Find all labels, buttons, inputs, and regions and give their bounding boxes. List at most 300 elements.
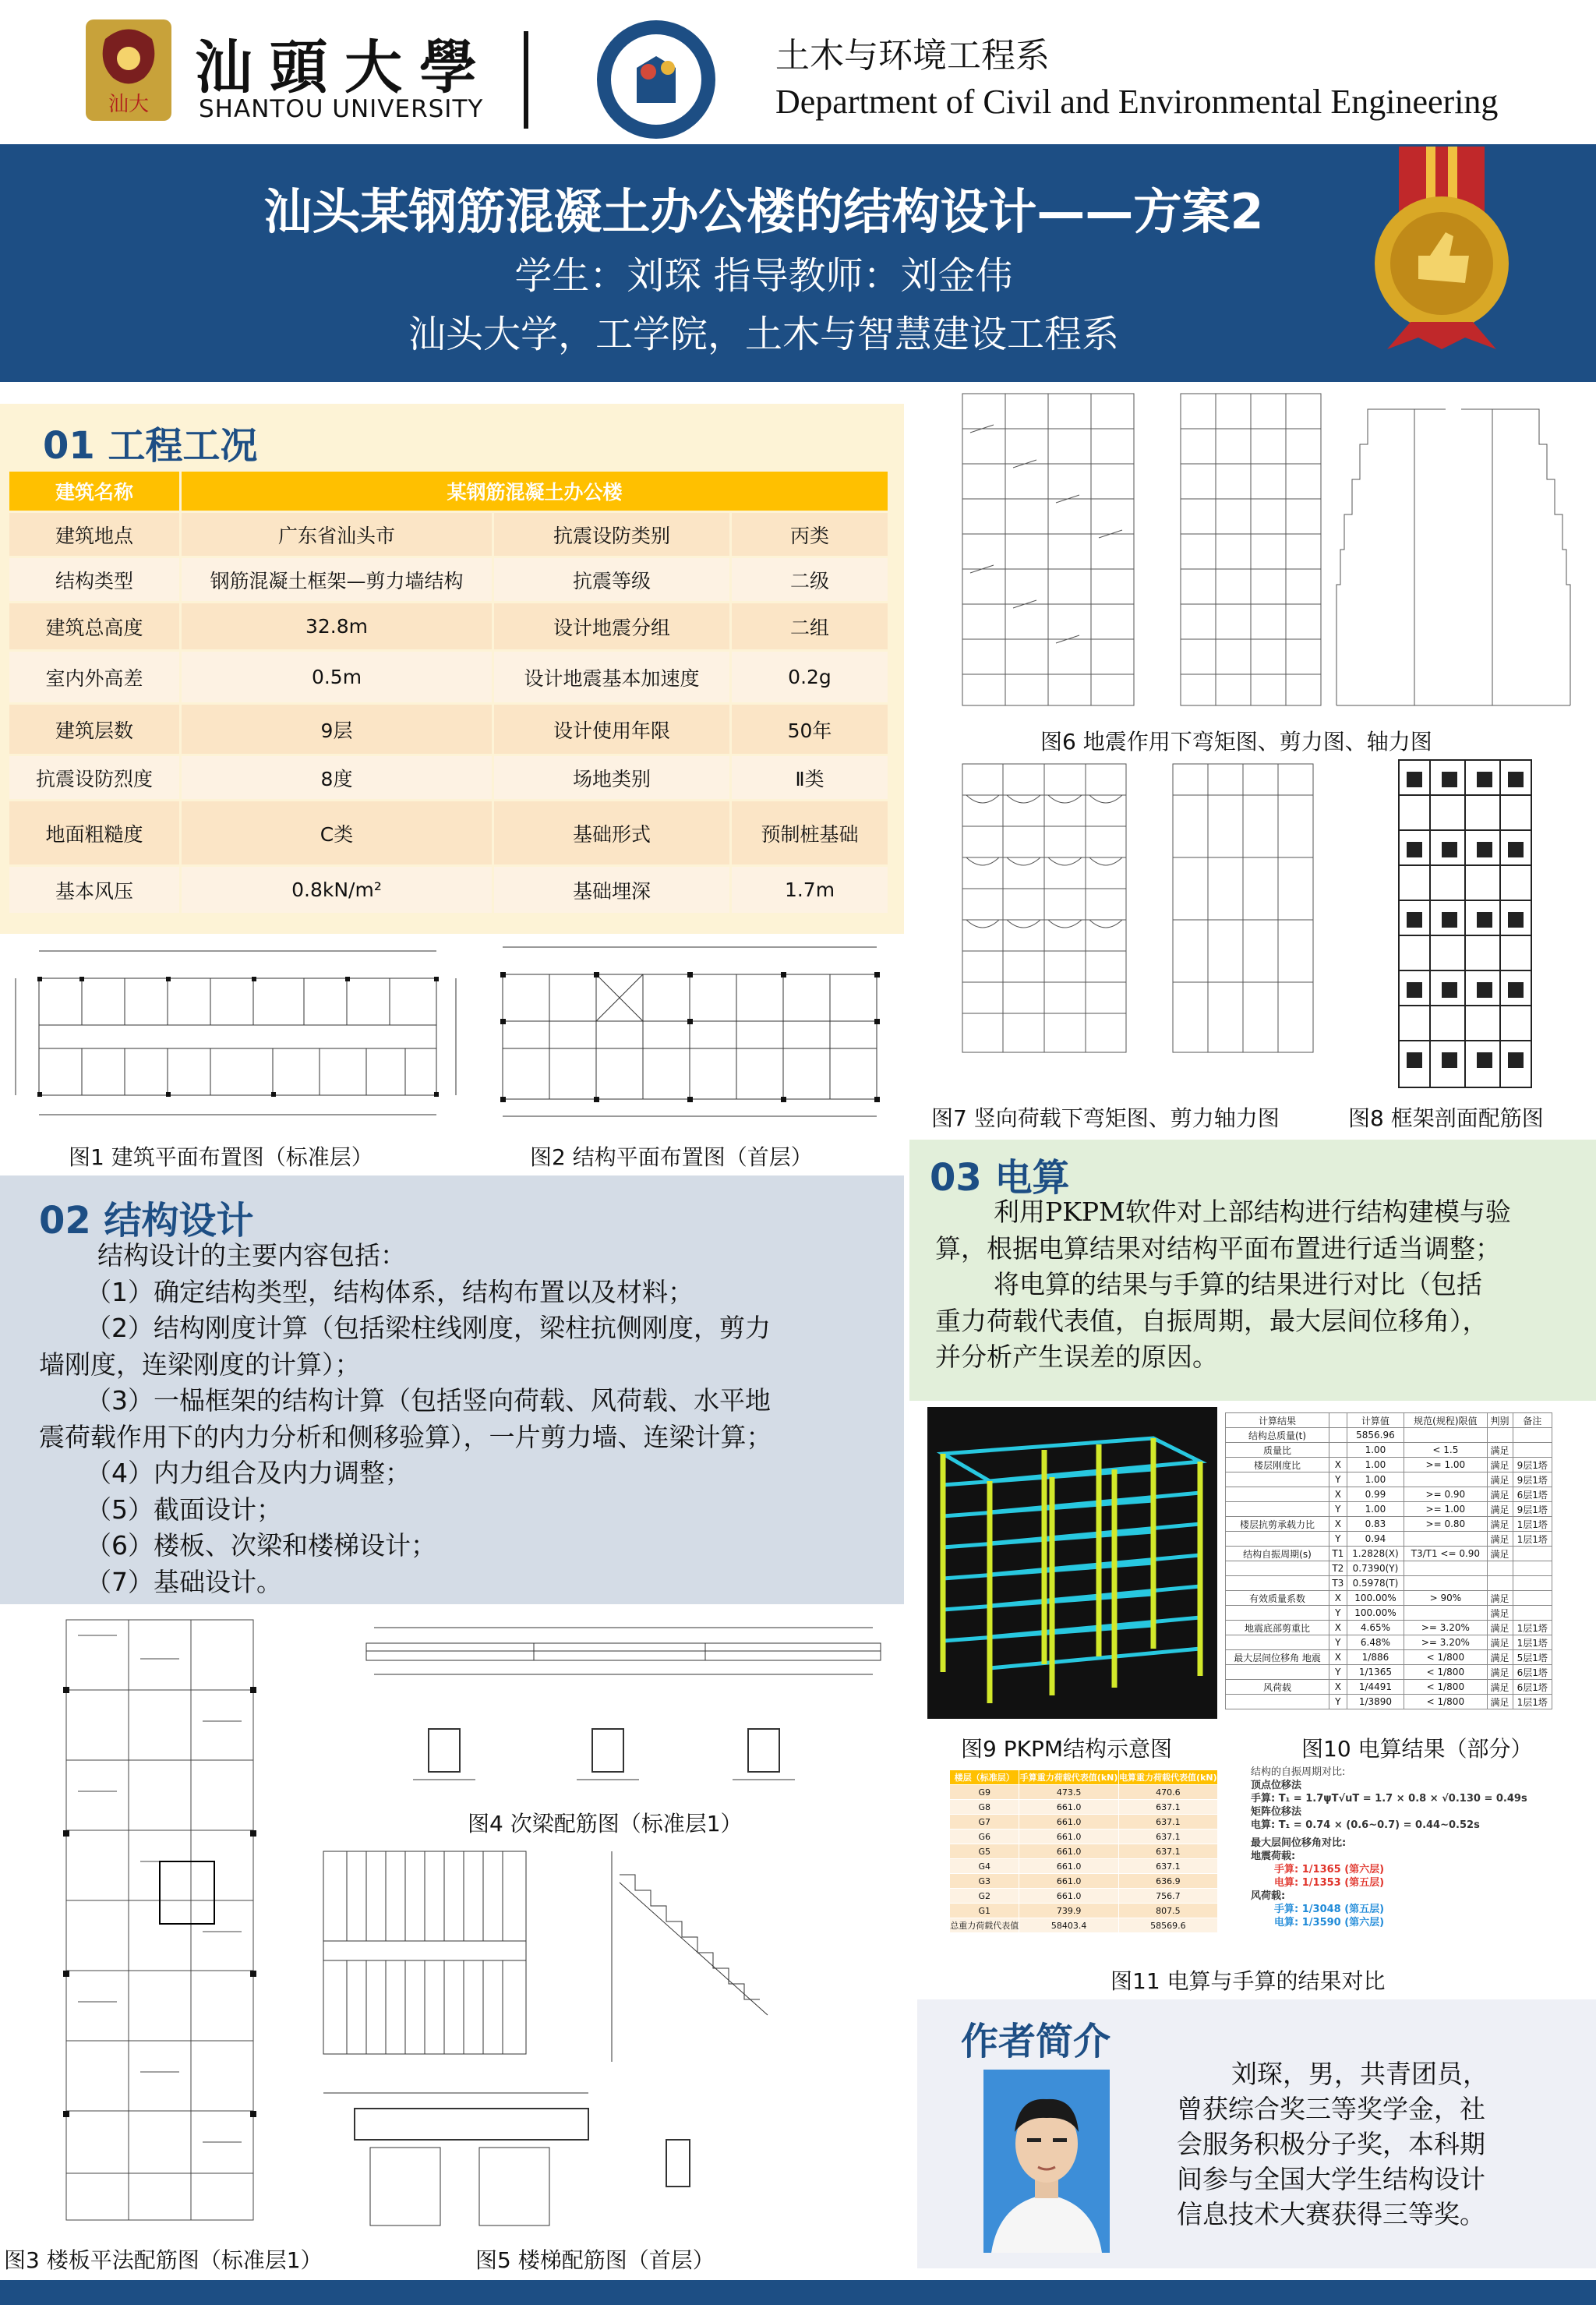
table-cell (1226, 1695, 1329, 1709)
table-cell: 473.5 (1019, 1785, 1118, 1800)
table-cell: 结构自振周期(s) (1226, 1547, 1329, 1561)
table-cell: 637.1 (1118, 1844, 1217, 1859)
award-medal-icon (1372, 147, 1512, 349)
table-cell: 0.2g (731, 651, 889, 704)
text-line: 电算: 1/3590 (第六层) (1274, 1917, 1385, 1928)
table-cell (1329, 1443, 1347, 1458)
gravity-load-comparison-table (949, 1769, 1218, 1933)
table-cell: < 1/800 (1404, 1680, 1487, 1695)
table-cell: 满足 (1487, 1532, 1513, 1547)
author-bio (1177, 2056, 1566, 2232)
table-cell: T3 (1329, 1576, 1347, 1591)
table-cell (1226, 1606, 1329, 1621)
table-cell: T1 (1329, 1547, 1347, 1561)
figure-caption: 图7 竖向荷载下弯矩图、剪力轴力图 (931, 1105, 1280, 1131)
table-cell: 基础埋深 (493, 866, 731, 914)
table-header-cell: 电算重力荷载代表值(kN) (1118, 1770, 1217, 1785)
table-cell: 100.00% (1347, 1591, 1404, 1606)
table-cell: 满足 (1487, 1680, 1513, 1695)
table-cell: Y (1329, 1635, 1347, 1650)
table-cell: 0.5m (181, 651, 493, 704)
table-header-row (950, 1770, 1218, 1785)
table-cell: 807.5 (1118, 1904, 1217, 1918)
table-cell: 0.8kN/m² (181, 866, 493, 914)
table-cell: 0.5978(T) (1347, 1576, 1404, 1591)
table-cell: Ⅱ类 (731, 755, 889, 801)
table-cell (1226, 1487, 1329, 1502)
text-line: （7）基础设计。 (86, 1566, 282, 1597)
text-line: 震荷载作用下的内力分析和侧移验算），一片剪力墙、连梁计算； (39, 1421, 772, 1452)
table-row (9, 755, 889, 801)
table-header-cell: 规范(规程)限值 (1404, 1413, 1487, 1428)
table-cell: Y (1329, 1502, 1347, 1517)
table-cell (1404, 1532, 1487, 1547)
table-cell: 661.0 (1019, 1889, 1118, 1904)
text-line: （6）楼板、次梁和楼梯设计； (86, 1530, 436, 1561)
comparison-notes (1251, 1766, 1562, 1929)
table-cell: >= 0.90 (1404, 1487, 1487, 1502)
table-row (950, 1904, 1218, 1918)
table-cell (1226, 1532, 1329, 1547)
table-header-row (9, 472, 889, 512)
secondary-beam-reinforcement-figure (343, 1612, 896, 1815)
table-cell: 广东省汕头市 (181, 512, 493, 557)
table-cell: 6层1塔 (1513, 1665, 1552, 1680)
table-cell: 满足 (1487, 1591, 1513, 1606)
table-row (1226, 1428, 1552, 1443)
table-cell: 1.00 (1347, 1458, 1404, 1472)
table-cell: 1.7m (731, 866, 889, 914)
text-line: 地震荷载: (1251, 1851, 1296, 1862)
table-cell: X (1329, 1487, 1347, 1502)
table-row (950, 1785, 1218, 1800)
text-line: 会服务积极分子奖，本科期 (1177, 2129, 1485, 2159)
table-row (950, 1889, 1218, 1904)
table-row (1226, 1680, 1552, 1695)
table-cell (1487, 1576, 1513, 1591)
table-header-cell: 建筑名称 (9, 472, 181, 512)
section-03-body (935, 1194, 1590, 1376)
footer-bar (0, 2280, 1596, 2305)
text-line: 最大层间位移角对比: (1251, 1837, 1347, 1849)
table-cell (1513, 1428, 1552, 1443)
table-cell (1226, 1472, 1329, 1487)
table-cell: < 1/800 (1404, 1695, 1487, 1709)
figure-caption: 图3 楼板平法配筋图（标准层1） (4, 2247, 323, 2273)
text-line: 矩阵位移法 (1251, 1806, 1302, 1818)
table-cell: 风荷载 (1226, 1680, 1329, 1695)
text-line: 手算: T₁ = 1.7ψT√uT = 1.7 × 0.8 × √0.130 = 0.49s (1251, 1793, 1527, 1805)
table-cell: 0.83 (1347, 1517, 1404, 1532)
table-row (9, 651, 889, 704)
poster-title: 汕头某钢筋混凝土办公楼的结构设计——方案2 (263, 183, 1264, 240)
table-row (950, 1815, 1218, 1830)
table-cell: 丙类 (731, 512, 889, 557)
table-cell: T3/T1 <= 0.90 (1404, 1547, 1487, 1561)
table-cell: 结构类型 (9, 557, 181, 603)
table-cell: 设计地震分组 (493, 603, 731, 651)
text-line: （4）内力组合及内力调整； (86, 1458, 411, 1488)
table-cell: 楼层抗剪承载力比 (1226, 1517, 1329, 1532)
table-cell: 满足 (1487, 1606, 1513, 1621)
table-header-cell: 手算重力荷载代表值(kN) (1019, 1770, 1118, 1785)
text-line: （3）一榀框架的结构计算（包括竖向荷载、风荷载、水平地 (86, 1385, 771, 1416)
table-row (1226, 1635, 1552, 1650)
text-line: 算，根据电算结果对结构平面布置进行适当调整； (935, 1232, 1501, 1264)
table-row (950, 1918, 1218, 1933)
table-row (1226, 1591, 1552, 1606)
table-cell: G9 (950, 1785, 1019, 1800)
table-cell: 设计地震基本加速度 (493, 651, 731, 704)
table-row (1226, 1561, 1552, 1576)
slab-reinforcement-figure (43, 1612, 277, 2236)
table-cell: 9层1塔 (1513, 1458, 1552, 1472)
table-header-cell: 备注 (1513, 1413, 1552, 1428)
table-cell: 钢筋混凝土框架—剪力墙结构 (181, 557, 493, 603)
table-cell: 0.94 (1347, 1532, 1404, 1547)
table-cell: >= 1.00 (1404, 1502, 1487, 1517)
architectural-floor-plan-figure (8, 935, 468, 1122)
table-cell: 最大层间位移角 地震 (1226, 1650, 1329, 1665)
section-02-body (39, 1238, 896, 1600)
table-cell: G2 (950, 1889, 1019, 1904)
table-cell (1226, 1576, 1329, 1591)
table-cell: 满足 (1487, 1502, 1513, 1517)
table-row (1226, 1547, 1552, 1561)
affiliation: 汕头大学，工学院，土木与智慧建设工程系 (408, 313, 1119, 356)
text-line: （1）确定结构类型，结构体系，结构布置以及材料； (86, 1276, 694, 1307)
table-row (1226, 1517, 1552, 1532)
table-cell: 地面粗糙度 (9, 801, 181, 866)
table-cell: 建筑地点 (9, 512, 181, 557)
table-cell: 4.65% (1347, 1621, 1404, 1635)
table-row (1226, 1665, 1552, 1680)
table-cell: 470.6 (1118, 1785, 1217, 1800)
table-cell: 661.0 (1019, 1800, 1118, 1815)
table-cell: Y (1329, 1472, 1347, 1487)
table-row (1226, 1458, 1552, 1472)
table-row (9, 512, 889, 557)
table-cell: 32.8m (181, 603, 493, 651)
table-row (9, 704, 889, 755)
university-name-cn: 汕頭大學 (195, 34, 494, 101)
table-cell: X (1329, 1458, 1347, 1472)
table-row (950, 1859, 1218, 1874)
table-cell: 质量比 (1226, 1443, 1329, 1458)
table-cell: G6 (950, 1830, 1019, 1844)
table-cell (1404, 1428, 1487, 1443)
table-cell: 739.9 (1019, 1904, 1118, 1918)
text-line: 电算: 1/1353 (第五层) (1274, 1877, 1385, 1889)
table-cell: 1层1塔 (1513, 1532, 1552, 1547)
table-cell: 满足 (1487, 1621, 1513, 1635)
table-cell (1329, 1428, 1347, 1443)
table-cell: 1/4491 (1347, 1680, 1404, 1695)
table-row (1226, 1576, 1552, 1591)
table-cell: 637.1 (1118, 1830, 1217, 1844)
table-cell: 1.00 (1347, 1472, 1404, 1487)
table-cell: 总重力荷载代表值 (950, 1918, 1019, 1933)
table-row (1226, 1472, 1552, 1487)
table-cell: 基础形式 (493, 801, 731, 866)
university-name-en: SHANTOU UNIVERSITY (199, 95, 484, 123)
text-line: 手算: 1/1365 (第六层) (1274, 1864, 1385, 1875)
figure-caption: 图1 建筑平面布置图（标准层） (69, 1144, 373, 1170)
table-cell: 9层 (181, 704, 493, 755)
table-cell: G3 (950, 1874, 1019, 1889)
table-cell: 6层1塔 (1513, 1487, 1552, 1502)
table-cell: 建筑层数 (9, 704, 181, 755)
table-cell: 抗震设防烈度 (9, 755, 181, 801)
table-cell: 0.99 (1347, 1487, 1404, 1502)
table-cell: 661.0 (1019, 1859, 1118, 1874)
table-cell: >= 0.80 (1404, 1517, 1487, 1532)
table-cell: 二组 (731, 603, 889, 651)
table-cell: X (1329, 1680, 1347, 1695)
table-row (950, 1874, 1218, 1889)
table-cell: Y (1329, 1695, 1347, 1709)
author-photo-avatar (983, 2070, 1110, 2253)
table-cell: 楼层刚度比 (1226, 1458, 1329, 1472)
table-cell: 满足 (1487, 1458, 1513, 1472)
table-cell: 661.0 (1019, 1874, 1118, 1889)
table-cell (1404, 1561, 1487, 1576)
pkpm-3d-model-figure (927, 1407, 1217, 1719)
table-cell: 基本风压 (9, 866, 181, 914)
table-row (9, 866, 889, 914)
college-logo-icon (594, 17, 719, 142)
table-row (1226, 1695, 1552, 1709)
table-cell: 有效质量系数 (1226, 1591, 1329, 1606)
figure-caption: 图9 PKPM结构示意图 (961, 1736, 1173, 1762)
table-cell: 661.0 (1019, 1830, 1118, 1844)
table-cell (1404, 1472, 1487, 1487)
table-cell: 地震底部剪重比 (1226, 1621, 1329, 1635)
section-02-title: 02 结构设计 (39, 1199, 254, 1243)
table-header-cell: 判别 (1487, 1413, 1513, 1428)
department-name-en: Department of Civil and Environmental Engineering (775, 83, 1499, 121)
table-cell: 二级 (731, 557, 889, 603)
table-cell: 636.9 (1118, 1874, 1217, 1889)
table-row (1226, 1532, 1552, 1547)
text-line: 利用PKPM软件对上部结构进行结构建模与验 (994, 1197, 1511, 1227)
figure-caption: 图2 结构平面布置图（首层） (530, 1144, 813, 1170)
table-cell: 58403.4 (1019, 1918, 1118, 1933)
text-line: 结构设计的主要内容包括： (97, 1240, 406, 1271)
table-header-cell (1329, 1413, 1347, 1428)
table-cell (1513, 1606, 1552, 1621)
text-line: 曾获综合奖三等奖学金，社 (1177, 2094, 1485, 2124)
figure-caption: 图6 地震作用下弯矩图、剪力图、轴力图 (1040, 729, 1432, 755)
table-cell: 满足 (1487, 1487, 1513, 1502)
table-cell: G4 (950, 1859, 1019, 1874)
text-line: 刘琛，男，共青团员， (1231, 2059, 1488, 2089)
table-cell: X (1329, 1517, 1347, 1532)
table-cell: >= 3.20% (1404, 1635, 1487, 1650)
table-cell: G1 (950, 1904, 1019, 1918)
student-advisor: 学生：刘琛 指导教师：刘金伟 (514, 254, 1013, 298)
table-row (9, 557, 889, 603)
svg-text:汕大: 汕大 (108, 93, 150, 116)
table-cell: >= 1.00 (1404, 1458, 1487, 1472)
text-line: 顶点位移法 (1251, 1780, 1302, 1791)
figure-caption: 图4 次梁配筋图（标准层1） (468, 1811, 743, 1837)
table-cell: 1层1塔 (1513, 1635, 1552, 1650)
table-cell: C类 (181, 801, 493, 866)
table-row (950, 1800, 1218, 1815)
table-cell: < 1/800 (1404, 1650, 1487, 1665)
section-01-title: 01 工程工况 (43, 424, 258, 468)
text-line: 电算: T₁ = 0.74 × (0.6~0.7) = 0.44~0.52s (1251, 1819, 1480, 1831)
text-line: 结构的自振周期对比: (1251, 1766, 1346, 1778)
table-cell (1513, 1443, 1552, 1458)
table-cell: 9层1塔 (1513, 1502, 1552, 1517)
table-cell: 1层1塔 (1513, 1517, 1552, 1532)
text-line: 重力荷载代表值，自振周期，最大层间位移角）， (935, 1305, 1488, 1336)
table-cell: G5 (950, 1844, 1019, 1859)
table-cell (1513, 1561, 1552, 1576)
section-03-title: 03 电算 (930, 1156, 1070, 1200)
table-cell (1226, 1665, 1329, 1680)
table-cell: 637.1 (1118, 1815, 1217, 1830)
table-cell: < 1/800 (1404, 1665, 1487, 1680)
header-divider (524, 31, 528, 129)
author-title: 作者简介 (961, 2020, 1111, 2063)
table-cell: 1层1塔 (1513, 1695, 1552, 1709)
table-row (1226, 1650, 1552, 1665)
table-cell: 设计使用年限 (493, 704, 731, 755)
table-cell: 建筑总高度 (9, 603, 181, 651)
pkpm-results-table (1225, 1412, 1552, 1709)
table-row (9, 801, 889, 866)
table-header-cell: 计算值 (1347, 1413, 1404, 1428)
table-row (1226, 1606, 1552, 1621)
table-cell (1226, 1502, 1329, 1517)
table-cell: 抗震等级 (493, 557, 731, 603)
table-row (950, 1844, 1218, 1859)
figure-caption: 图11 电算与手算的结果对比 (1110, 1968, 1386, 1994)
table-cell: 5层1塔 (1513, 1650, 1552, 1665)
table-cell: T2 (1329, 1561, 1347, 1576)
table-cell: 50年 (731, 704, 889, 755)
table-cell: 结构总质量(t) (1226, 1428, 1329, 1443)
table-cell: 8度 (181, 755, 493, 801)
table-cell (1404, 1606, 1487, 1621)
table-cell: 100.00% (1347, 1606, 1404, 1621)
table-cell: 满足 (1487, 1635, 1513, 1650)
table-cell: 满足 (1487, 1695, 1513, 1709)
table-cell (1513, 1576, 1552, 1591)
table-cell (1226, 1561, 1329, 1576)
text-line: （5）截面设计； (86, 1494, 282, 1525)
table-cell (1404, 1576, 1487, 1591)
table-header-cell: 计算结果 (1226, 1413, 1329, 1428)
text-line: （2）结构刚度计算（包括梁柱线刚度，梁柱抗侧刚度，剪力 (86, 1313, 771, 1343)
table-cell: X (1329, 1650, 1347, 1665)
table-row (1226, 1621, 1552, 1635)
table-cell: 6.48% (1347, 1635, 1404, 1650)
shantou-university-logo-icon (82, 16, 175, 125)
table-cell: 满足 (1487, 1472, 1513, 1487)
table-cell: 58569.6 (1118, 1918, 1217, 1933)
table-header-cell: 某钢筋混凝土办公楼 (181, 472, 889, 512)
table-cell: > 90% (1404, 1591, 1487, 1606)
table-cell: 637.1 (1118, 1800, 1217, 1815)
table-cell: 1/3890 (1347, 1695, 1404, 1709)
table-cell: 满足 (1487, 1665, 1513, 1680)
table-cell: >= 3.20% (1404, 1621, 1487, 1635)
table-cell: G7 (950, 1815, 1019, 1830)
table-cell: 661.0 (1019, 1844, 1118, 1859)
table-cell (1513, 1591, 1552, 1606)
table-cell: 1.00 (1347, 1502, 1404, 1517)
table-cell: G8 (950, 1800, 1019, 1815)
structural-floor-plan-figure (479, 935, 896, 1122)
table-cell: Y (1329, 1532, 1347, 1547)
table-row (1226, 1443, 1552, 1458)
table-cell: 1.00 (1347, 1443, 1404, 1458)
table-cell: 场地类别 (493, 755, 731, 801)
text-line: 间参与全国大学生结构设计 (1177, 2164, 1485, 2194)
department-name-cn: 土木与环境工程系 (775, 36, 1050, 76)
table-cell (1226, 1635, 1329, 1650)
table-cell: 室内外高差 (9, 651, 181, 704)
table-cell: 1.2828(X) (1347, 1547, 1404, 1561)
table-row (1226, 1502, 1552, 1517)
table-cell: Y (1329, 1606, 1347, 1621)
vertical-load-diagrams-figure (947, 756, 1325, 1060)
table-cell: 抗震设防类别 (493, 512, 731, 557)
table-cell (1487, 1428, 1513, 1443)
table-header-cell: 楼层（标准层） (950, 1770, 1019, 1785)
table-cell: X (1329, 1621, 1347, 1635)
text-line: 墙刚度，连梁刚度的计算）； (39, 1349, 361, 1380)
text-line: 手算: 1/3048 (第五层) (1274, 1904, 1385, 1915)
table-row (950, 1830, 1218, 1844)
figure-caption: 图8 框架剖面配筋图 (1348, 1105, 1544, 1131)
table-cell (1513, 1547, 1552, 1561)
table-row (9, 603, 889, 651)
table-row (1226, 1487, 1552, 1502)
table-cell: 637.1 (1118, 1859, 1217, 1874)
text-line: 信息技术大赛获得三等奖。 (1177, 2199, 1485, 2229)
table-cell: 满足 (1487, 1547, 1513, 1561)
table-cell: 0.7390(Y) (1347, 1561, 1404, 1576)
table-cell: < 1.5 (1404, 1443, 1487, 1458)
table-cell: 9层1塔 (1513, 1472, 1552, 1487)
table-header-row (1226, 1413, 1552, 1428)
table-cell: 6层1塔 (1513, 1680, 1552, 1695)
text-line: 将电算的结果与手算的结果进行对比（包括 (994, 1269, 1482, 1299)
seismic-force-diagrams-figure (947, 386, 1574, 717)
table-cell: X (1329, 1591, 1347, 1606)
stair-reinforcement-figure (292, 1828, 896, 2237)
table-cell: 满足 (1487, 1650, 1513, 1665)
table-cell: 1/886 (1347, 1650, 1404, 1665)
table-cell: 满足 (1487, 1443, 1513, 1458)
frame-section-reinforcement-figure (1391, 752, 1539, 1095)
table-cell: Y (1329, 1665, 1347, 1680)
figure-caption: 图10 电算结果（部分） (1301, 1736, 1533, 1762)
text-line: 并分析产生误差的原因。 (935, 1342, 1218, 1372)
table-cell: 满足 (1487, 1517, 1513, 1532)
table-cell: 661.0 (1019, 1815, 1118, 1830)
text-line: 风荷载: (1251, 1890, 1286, 1902)
table-cell (1487, 1561, 1513, 1576)
table-cell: 5856.96 (1347, 1428, 1404, 1443)
table-cell: 1/1365 (1347, 1665, 1404, 1680)
table-cell: 756.7 (1118, 1889, 1217, 1904)
